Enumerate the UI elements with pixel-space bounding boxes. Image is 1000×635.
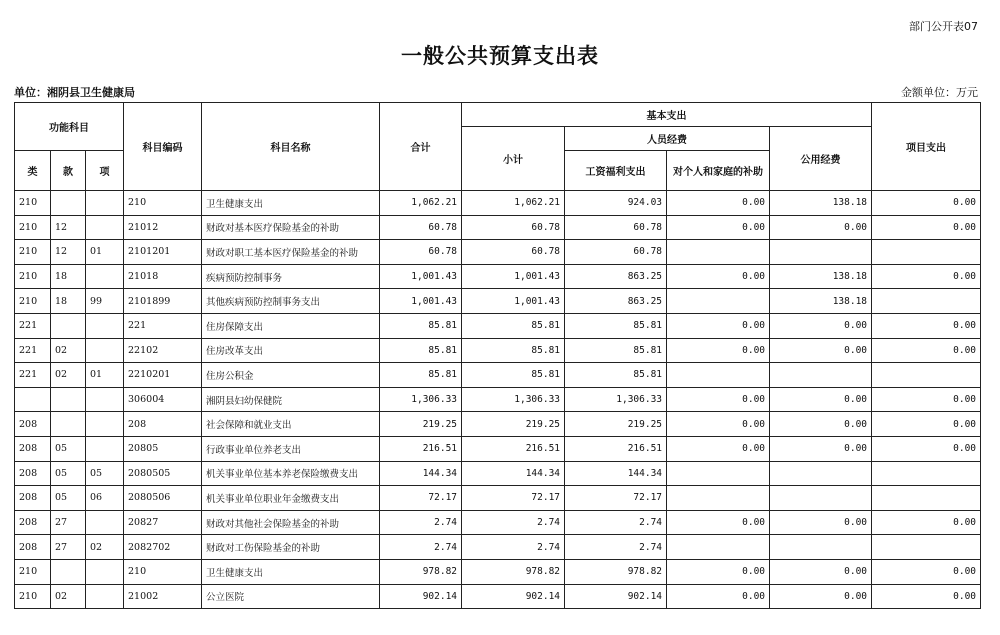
subject-name-cell: 住房保障支出 xyxy=(202,313,380,338)
public-funds-cell: 0.00 xyxy=(770,412,872,437)
subject-code-cell: 2080505 xyxy=(124,461,202,486)
xiang-cell xyxy=(86,313,124,338)
kuan-cell xyxy=(51,313,86,338)
salary-cell: 902.14 xyxy=(565,584,667,609)
total-cell: 85.81 xyxy=(380,363,462,388)
subject-name-cell: 机关事业单位职业年金缴费支出 xyxy=(202,486,380,511)
header-subject-code: 科目编码 xyxy=(124,103,202,191)
salary-cell: 1,306.33 xyxy=(565,387,667,412)
family-subsidy-cell xyxy=(667,289,770,314)
salary-cell: 60.78 xyxy=(565,240,667,265)
total-cell: 216.51 xyxy=(380,436,462,461)
kuan-cell: 12 xyxy=(51,215,86,240)
subject-code-cell: 2082702 xyxy=(124,535,202,560)
subject-code-cell: 208 xyxy=(124,412,202,437)
total-cell: 60.78 xyxy=(380,215,462,240)
subject-name-cell: 卫生健康支出 xyxy=(202,191,380,216)
subtotal-cell: 1,306.33 xyxy=(462,387,565,412)
project-cell: 0.00 xyxy=(872,215,981,240)
lei-cell: 210 xyxy=(15,264,51,289)
total-cell: 1,001.43 xyxy=(380,289,462,314)
table-header xyxy=(15,103,981,191)
kuan-cell xyxy=(51,191,86,216)
lei-cell: 210 xyxy=(15,240,51,265)
public-funds-cell xyxy=(770,461,872,486)
lei-cell xyxy=(15,387,51,412)
subtotal-cell: 60.78 xyxy=(462,240,565,265)
table-row xyxy=(15,215,981,240)
lei-cell: 208 xyxy=(15,535,51,560)
lei-cell: 210 xyxy=(15,289,51,314)
family-subsidy-cell: 0.00 xyxy=(667,215,770,240)
subtotal-cell: 978.82 xyxy=(462,559,565,584)
total-cell: 219.25 xyxy=(380,412,462,437)
subtotal-cell: 1,001.43 xyxy=(462,264,565,289)
public-funds-cell: 0.00 xyxy=(770,559,872,584)
header-subtotal: 小计 xyxy=(462,127,565,191)
subtotal-cell: 216.51 xyxy=(462,436,565,461)
family-subsidy-cell: 0.00 xyxy=(667,387,770,412)
project-cell xyxy=(872,461,981,486)
table-row xyxy=(15,240,981,265)
xiang-cell: 01 xyxy=(86,363,124,388)
subject-code-cell: 2080506 xyxy=(124,486,202,511)
public-funds-cell xyxy=(770,363,872,388)
header-lei: 类 xyxy=(15,151,51,191)
lei-cell: 208 xyxy=(15,510,51,535)
lei-cell: 221 xyxy=(15,338,51,363)
kuan-cell: 18 xyxy=(51,264,86,289)
total-cell: 60.78 xyxy=(380,240,462,265)
xiang-cell: 02 xyxy=(86,535,124,560)
table-row xyxy=(15,313,981,338)
project-cell: 0.00 xyxy=(872,559,981,584)
subject-code-cell: 20805 xyxy=(124,436,202,461)
total-cell: 902.14 xyxy=(380,584,462,609)
table-row xyxy=(15,387,981,412)
xiang-cell: 01 xyxy=(86,240,124,265)
family-subsidy-cell xyxy=(667,461,770,486)
family-subsidy-cell xyxy=(667,363,770,388)
salary-cell: 219.25 xyxy=(565,412,667,437)
table-row xyxy=(15,559,981,584)
family-subsidy-cell: 0.00 xyxy=(667,191,770,216)
lei-cell: 208 xyxy=(15,412,51,437)
header-func-subject: 功能科目 xyxy=(15,103,124,151)
table-row xyxy=(15,289,981,314)
kuan-cell: 05 xyxy=(51,461,86,486)
xiang-cell xyxy=(86,191,124,216)
header-xiang: 项 xyxy=(86,151,124,191)
kuan-cell: 05 xyxy=(51,436,86,461)
public-funds-cell: 0.00 xyxy=(770,510,872,535)
public-funds-cell xyxy=(770,486,872,511)
budget-expenditure-table xyxy=(14,102,981,609)
subtotal-cell: 1,001.43 xyxy=(462,289,565,314)
page-title: 一般公共预算支出表 xyxy=(401,44,599,68)
kuan-cell: 05 xyxy=(51,486,86,511)
public-funds-cell xyxy=(770,535,872,560)
salary-cell: 2.74 xyxy=(565,510,667,535)
project-cell: 0.00 xyxy=(872,387,981,412)
header-subject-name: 科目名称 xyxy=(202,103,380,191)
project-cell xyxy=(872,363,981,388)
project-cell xyxy=(872,486,981,511)
public-funds-cell: 0.00 xyxy=(770,387,872,412)
subject-code-cell: 22102 xyxy=(124,338,202,363)
amount-unit-label: 金额单位：万元 xyxy=(901,86,978,99)
public-funds-cell: 0.00 xyxy=(770,584,872,609)
family-subsidy-cell: 0.00 xyxy=(667,510,770,535)
subject-code-cell: 2101899 xyxy=(124,289,202,314)
kuan-cell: 02 xyxy=(51,338,86,363)
kuan-cell: 12 xyxy=(51,240,86,265)
subject-name-cell: 财政对基本医疗保险基金的补助 xyxy=(202,215,380,240)
salary-cell: 144.34 xyxy=(565,461,667,486)
subject-name-cell: 机关事业单位基本养老保险缴费支出 xyxy=(202,461,380,486)
kuan-cell xyxy=(51,412,86,437)
kuan-cell: 27 xyxy=(51,510,86,535)
subject-code-cell: 2101201 xyxy=(124,240,202,265)
subject-name-cell: 住房公积金 xyxy=(202,363,380,388)
project-cell: 0.00 xyxy=(872,436,981,461)
family-subsidy-cell: 0.00 xyxy=(667,559,770,584)
family-subsidy-cell: 0.00 xyxy=(667,313,770,338)
xiang-cell xyxy=(86,436,124,461)
subject-code-cell: 20827 xyxy=(124,510,202,535)
project-cell: 0.00 xyxy=(872,584,981,609)
salary-cell: 978.82 xyxy=(565,559,667,584)
subject-code-cell: 306004 xyxy=(124,387,202,412)
subtotal-cell: 2.74 xyxy=(462,510,565,535)
header-project: 项目支出 xyxy=(872,103,981,191)
table-row xyxy=(15,584,981,609)
subtotal-cell: 60.78 xyxy=(462,215,565,240)
total-cell: 72.17 xyxy=(380,486,462,511)
salary-cell: 85.81 xyxy=(565,363,667,388)
public-funds-cell xyxy=(770,240,872,265)
subject-code-cell: 21012 xyxy=(124,215,202,240)
public-funds-cell: 138.18 xyxy=(770,289,872,314)
project-cell: 0.00 xyxy=(872,313,981,338)
xiang-cell xyxy=(86,264,124,289)
kuan-cell xyxy=(51,559,86,584)
subject-name-cell: 其他疾病预防控制事务支出 xyxy=(202,289,380,314)
table-body xyxy=(15,191,981,609)
xiang-cell xyxy=(86,584,124,609)
family-subsidy-cell: 0.00 xyxy=(667,412,770,437)
subtotal-cell: 2.74 xyxy=(462,535,565,560)
public-funds-cell: 0.00 xyxy=(770,215,872,240)
subject-name-cell: 疾病预防控制事务 xyxy=(202,264,380,289)
total-cell: 2.74 xyxy=(380,510,462,535)
lei-cell: 210 xyxy=(15,191,51,216)
subject-name-cell: 财政对职工基本医疗保险基金的补助 xyxy=(202,240,380,265)
total-cell: 85.81 xyxy=(380,338,462,363)
total-cell: 1,062.21 xyxy=(380,191,462,216)
form-number: 部门公开表07 xyxy=(909,20,978,33)
kuan-cell: 02 xyxy=(51,584,86,609)
header-kuan: 款 xyxy=(51,151,86,191)
family-subsidy-cell: 0.00 xyxy=(667,264,770,289)
salary-cell: 216.51 xyxy=(565,436,667,461)
public-funds-cell: 138.18 xyxy=(770,264,872,289)
table-row xyxy=(15,191,981,216)
total-cell: 2.74 xyxy=(380,535,462,560)
total-cell: 144.34 xyxy=(380,461,462,486)
total-cell: 978.82 xyxy=(380,559,462,584)
subtotal-cell: 85.81 xyxy=(462,363,565,388)
family-subsidy-cell: 0.00 xyxy=(667,338,770,363)
public-funds-cell: 0.00 xyxy=(770,313,872,338)
salary-cell: 924.03 xyxy=(565,191,667,216)
table-row xyxy=(15,412,981,437)
kuan-cell: 18 xyxy=(51,289,86,314)
subtotal-cell: 219.25 xyxy=(462,412,565,437)
subject-name-cell: 卫生健康支出 xyxy=(202,559,380,584)
subtotal-cell: 1,062.21 xyxy=(462,191,565,216)
subject-code-cell: 2210201 xyxy=(124,363,202,388)
xiang-cell xyxy=(86,215,124,240)
lei-cell: 221 xyxy=(15,313,51,338)
salary-cell: 60.78 xyxy=(565,215,667,240)
table-row xyxy=(15,338,981,363)
project-cell: 0.00 xyxy=(872,264,981,289)
project-cell: 0.00 xyxy=(872,338,981,363)
total-cell: 1,001.43 xyxy=(380,264,462,289)
xiang-cell: 99 xyxy=(86,289,124,314)
project-cell: 0.00 xyxy=(872,191,981,216)
table-row xyxy=(15,264,981,289)
project-cell: 0.00 xyxy=(872,412,981,437)
subject-name-cell: 财政对其他社会保险基金的补助 xyxy=(202,510,380,535)
subject-code-cell: 210 xyxy=(124,559,202,584)
table-row xyxy=(15,461,981,486)
subject-name-cell: 湘阴县妇幼保健院 xyxy=(202,387,380,412)
table-row xyxy=(15,486,981,511)
header-total: 合计 xyxy=(380,103,462,191)
project-cell: 0.00 xyxy=(872,510,981,535)
lei-cell: 221 xyxy=(15,363,51,388)
family-subsidy-cell xyxy=(667,240,770,265)
family-subsidy-cell: 0.00 xyxy=(667,436,770,461)
unit-label: 单位：湘阴县卫生健康局 xyxy=(14,86,135,99)
lei-cell: 208 xyxy=(15,461,51,486)
table-row xyxy=(15,535,981,560)
salary-cell: 72.17 xyxy=(565,486,667,511)
project-cell xyxy=(872,240,981,265)
project-cell xyxy=(872,289,981,314)
project-cell xyxy=(872,535,981,560)
table-row xyxy=(15,436,981,461)
total-cell: 85.81 xyxy=(380,313,462,338)
lei-cell: 210 xyxy=(15,584,51,609)
salary-cell: 85.81 xyxy=(565,313,667,338)
lei-cell: 210 xyxy=(15,215,51,240)
subtotal-cell: 72.17 xyxy=(462,486,565,511)
kuan-cell xyxy=(51,387,86,412)
family-subsidy-cell xyxy=(667,535,770,560)
public-funds-cell: 0.00 xyxy=(770,436,872,461)
salary-cell: 85.81 xyxy=(565,338,667,363)
xiang-cell xyxy=(86,510,124,535)
subject-code-cell: 210 xyxy=(124,191,202,216)
subtotal-cell: 144.34 xyxy=(462,461,565,486)
subtotal-cell: 85.81 xyxy=(462,313,565,338)
salary-cell: 863.25 xyxy=(565,264,667,289)
subject-name-cell: 住房改革支出 xyxy=(202,338,380,363)
family-subsidy-cell xyxy=(667,486,770,511)
kuan-cell: 02 xyxy=(51,363,86,388)
lei-cell: 208 xyxy=(15,486,51,511)
table-row xyxy=(15,363,981,388)
header-salary: 工资福利支出 xyxy=(565,151,667,191)
header-basic: 基本支出 xyxy=(462,103,872,127)
subject-name-cell: 财政对工伤保险基金的补助 xyxy=(202,535,380,560)
subtotal-cell: 85.81 xyxy=(462,338,565,363)
salary-cell: 863.25 xyxy=(565,289,667,314)
subject-name-cell: 行政事业单位养老支出 xyxy=(202,436,380,461)
xiang-cell xyxy=(86,559,124,584)
xiang-cell: 06 xyxy=(86,486,124,511)
total-cell: 1,306.33 xyxy=(380,387,462,412)
xiang-cell xyxy=(86,338,124,363)
xiang-cell xyxy=(86,412,124,437)
lei-cell: 210 xyxy=(15,559,51,584)
subject-code-cell: 21002 xyxy=(124,584,202,609)
salary-cell: 2.74 xyxy=(565,535,667,560)
subject-code-cell: 221 xyxy=(124,313,202,338)
subject-name-cell: 公立医院 xyxy=(202,584,380,609)
public-funds-cell: 0.00 xyxy=(770,338,872,363)
lei-cell: 208 xyxy=(15,436,51,461)
subject-code-cell: 21018 xyxy=(124,264,202,289)
subtotal-cell: 902.14 xyxy=(462,584,565,609)
subject-name-cell: 社会保障和就业支出 xyxy=(202,412,380,437)
header-public: 公用经费 xyxy=(770,127,872,191)
public-funds-cell: 138.18 xyxy=(770,191,872,216)
header-family: 对个人和家庭的补助 xyxy=(667,151,770,191)
xiang-cell xyxy=(86,387,124,412)
xiang-cell: 05 xyxy=(86,461,124,486)
table-row xyxy=(15,510,981,535)
family-subsidy-cell: 0.00 xyxy=(667,584,770,609)
kuan-cell: 27 xyxy=(51,535,86,560)
header-personnel: 人员经费 xyxy=(565,127,770,151)
